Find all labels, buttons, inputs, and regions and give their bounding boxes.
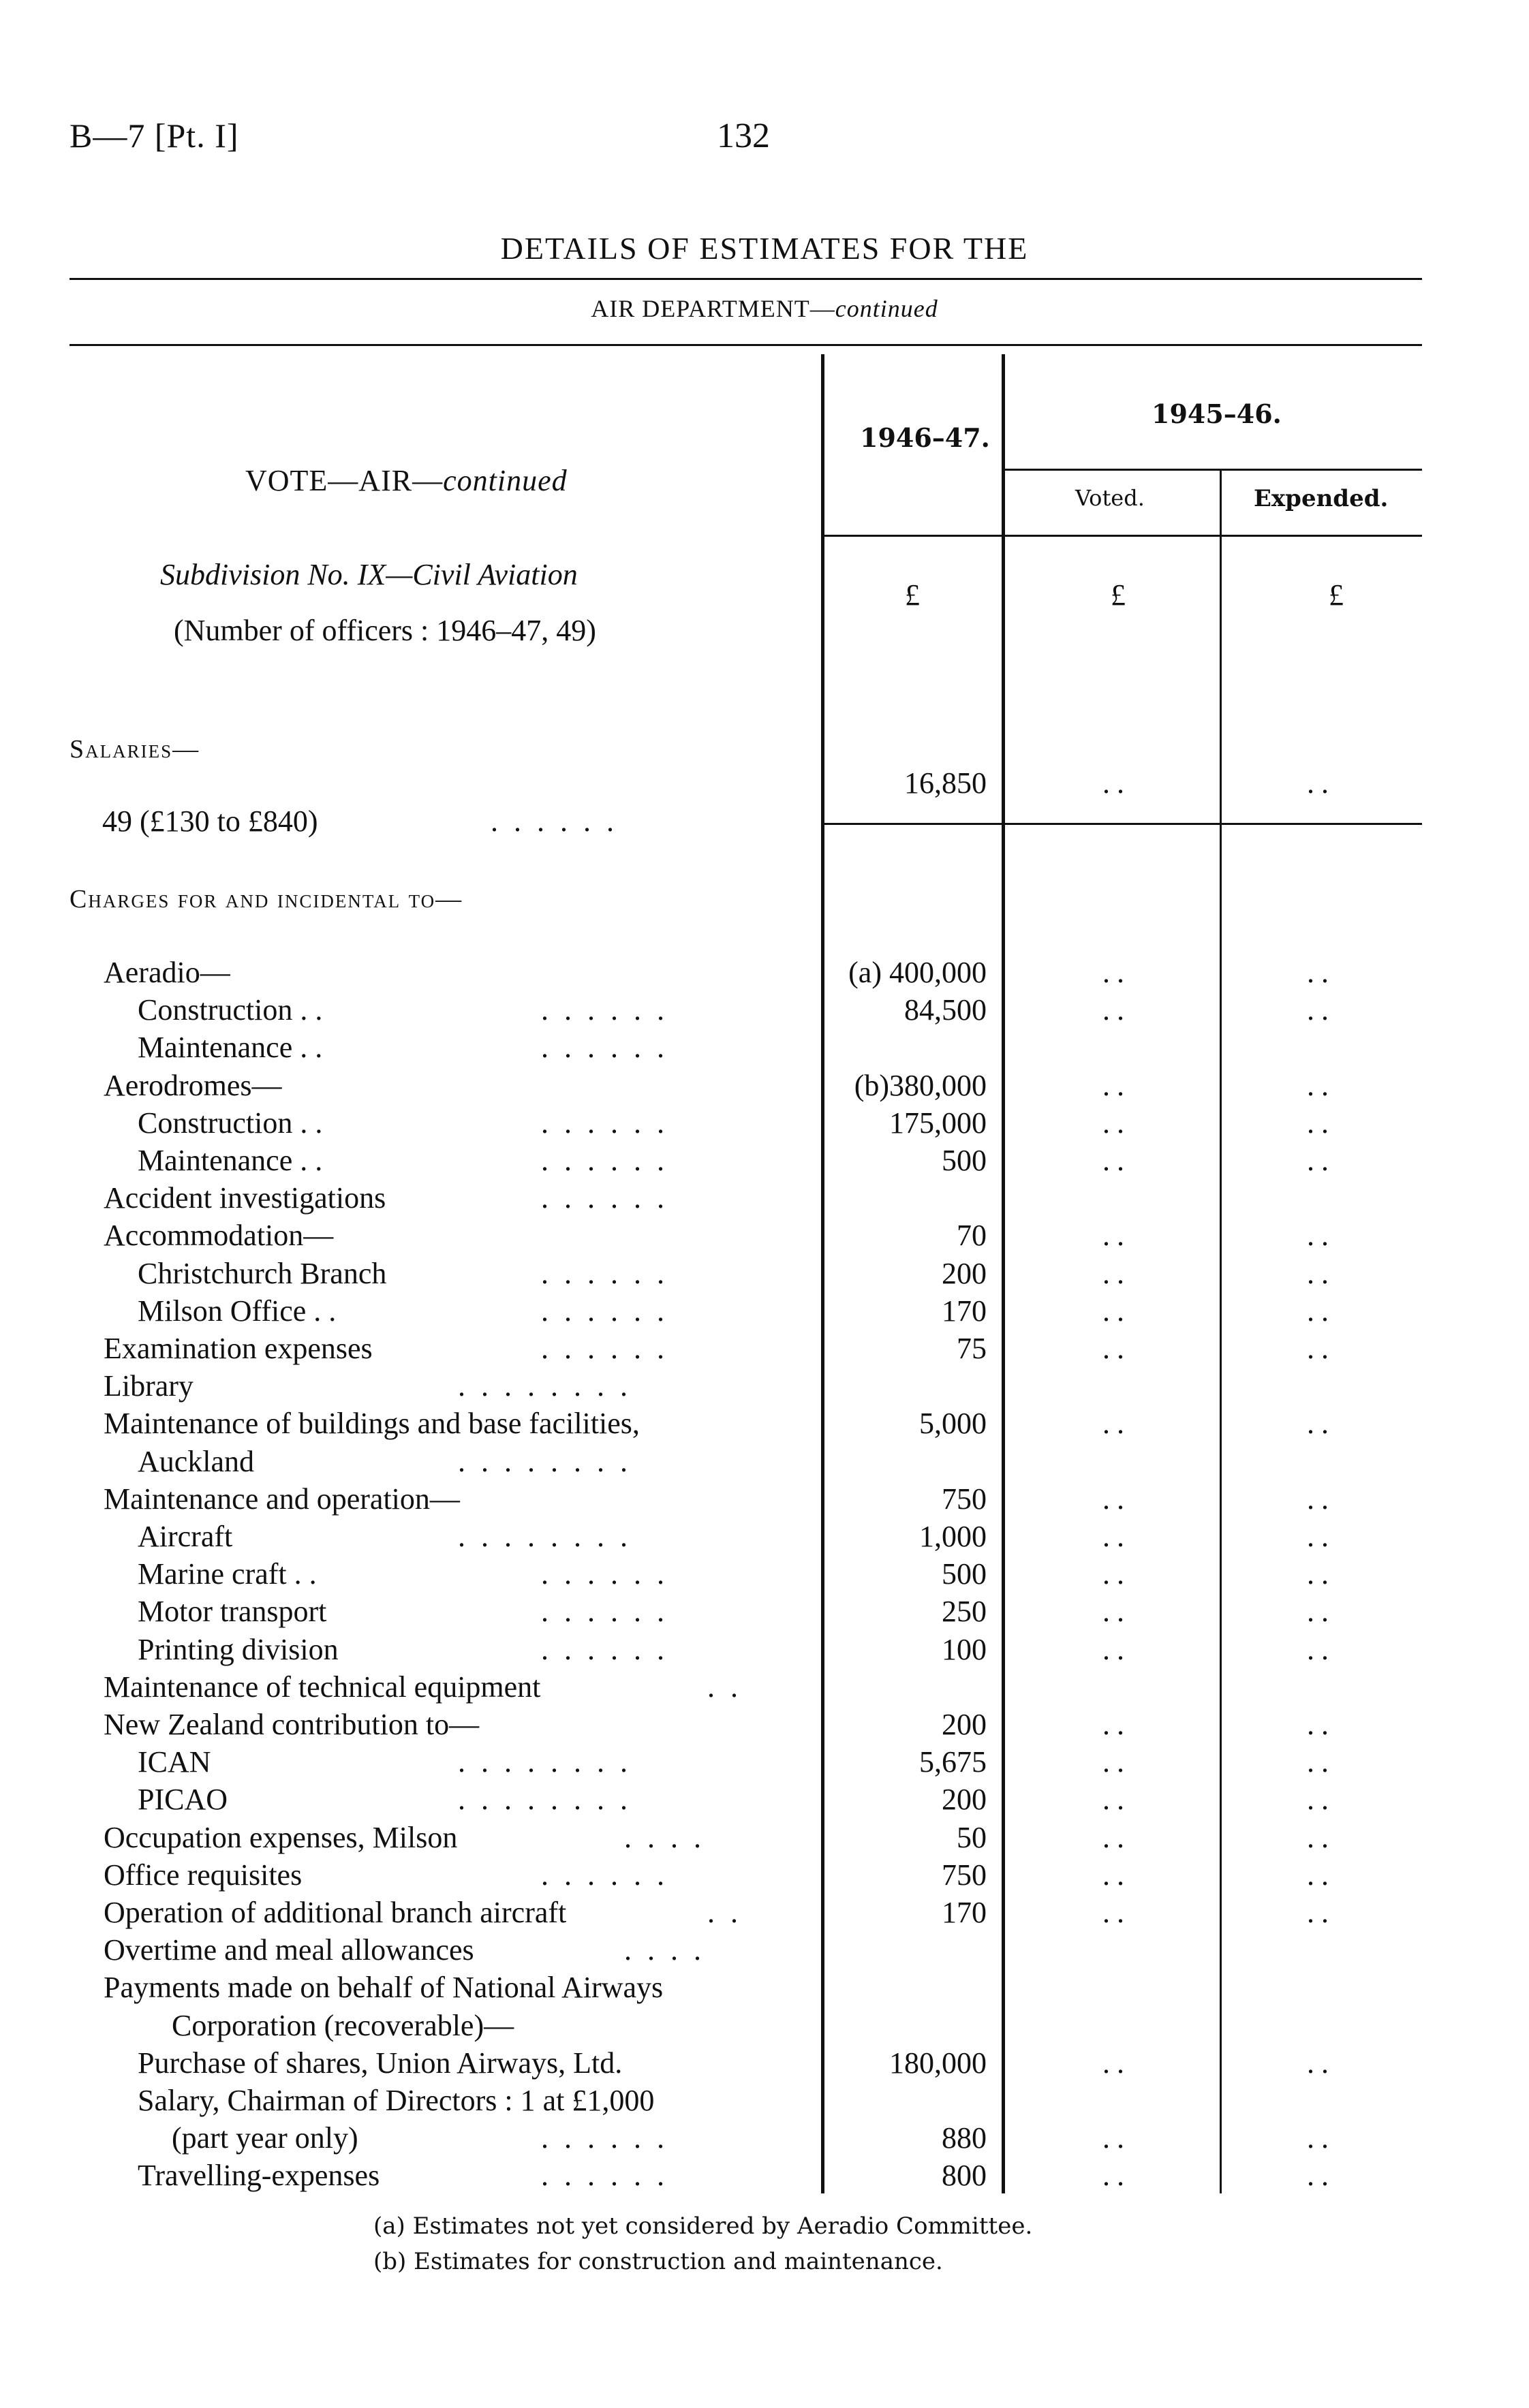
estimate-row <box>0 1443 1529 1480</box>
row-value-expended: .. <box>1307 1219 1335 1253</box>
estimate-row <box>0 1555 1529 1593</box>
salaries-rule <box>823 823 1422 825</box>
row-value-voted: .. <box>1102 993 1131 1027</box>
row-label: Marine craft . . <box>138 1557 317 1591</box>
row-value-voted: .. <box>1102 2046 1131 2080</box>
estimate-row <box>0 1104 1529 1142</box>
estimate-row <box>0 1255 1529 1292</box>
row-value-1946-47: 250 <box>942 1595 987 1629</box>
row-label: Motor transport <box>138 1595 327 1629</box>
row-value-expended: .. <box>1307 1858 1335 1892</box>
currency-col-1: £ <box>905 578 920 612</box>
row-value-expended: .. <box>1307 1520 1335 1553</box>
col-expended: Expended. <box>1254 485 1389 512</box>
row-label: Aerodromes— <box>104 1068 282 1102</box>
row-value-1946-47: 170 <box>942 1896 987 1929</box>
estimate-row <box>0 1969 1529 2006</box>
officers-count: (Number of officers : 1946–47, 49) <box>174 614 596 647</box>
row-leader-dots: . . <box>707 1896 742 1929</box>
row-label: Aircraft <box>138 1520 233 1553</box>
row-leader-dots: . . . . . . <box>541 1106 668 1140</box>
currency-col-3: £ <box>1329 578 1344 612</box>
row-leader-dots: . . . . . . <box>541 1294 668 1328</box>
row-leader-dots: . . . . . . <box>541 2159 668 2193</box>
row-value-expended: .. <box>1307 1708 1335 1741</box>
row-leader-dots: . . <box>707 1670 742 1704</box>
row-value-voted: .. <box>1102 1106 1131 1140</box>
salaries-label: 49 (£130 to £840) <box>102 804 318 838</box>
salaries-value: 16,850 <box>904 766 987 800</box>
row-value-voted: .. <box>1102 1068 1131 1102</box>
row-value-voted: .. <box>1102 1896 1131 1929</box>
subtitle-main: AIR DEPARTMENT— <box>591 295 835 322</box>
estimate-row <box>0 2157 1529 2194</box>
estimate-row <box>0 1894 1529 1931</box>
estimate-row <box>0 1668 1529 1706</box>
row-value-expended: .. <box>1307 1144 1335 1177</box>
row-value-voted: .. <box>1102 1858 1131 1892</box>
row-value-1946-47: 175,000 <box>889 1106 987 1140</box>
row-value-expended: .. <box>1307 1294 1335 1328</box>
row-leader-dots: . . . . . . . . <box>458 1783 632 1817</box>
col-1945-46: 1945–46. <box>1152 398 1282 429</box>
salaries-expended: .. <box>1307 766 1335 800</box>
row-value-voted: .. <box>1102 1632 1131 1666</box>
row-label: Christchurch Branch <box>138 1256 387 1290</box>
row-value-expended: .. <box>1307 1745 1335 1779</box>
row-leader-dots: . . . . . . <box>541 1144 668 1177</box>
row-value-1946-47: 100 <box>942 1632 987 1666</box>
row-value-expended: .. <box>1307 1482 1335 1516</box>
row-value-expended: .. <box>1307 1783 1335 1817</box>
estimate-row <box>0 1706 1529 1743</box>
row-value-voted: .. <box>1102 1557 1131 1591</box>
estimate-row <box>0 1330 1529 1367</box>
estimate-row <box>0 954 1529 991</box>
estimate-row <box>0 1292 1529 1330</box>
row-value-1946-47: 180,000 <box>889 2046 987 2080</box>
estimate-row <box>0 1518 1529 1555</box>
row-value-1946-47: 800 <box>942 2159 987 2193</box>
row-value-expended: .. <box>1307 1557 1335 1591</box>
estimate-row <box>0 1819 1529 1856</box>
estimate-row <box>0 1781 1529 1818</box>
estimate-row <box>0 1217 1529 1254</box>
estimate-row <box>0 1593 1529 1630</box>
row-value-voted: .. <box>1102 1144 1131 1177</box>
row-value-expended: .. <box>1307 993 1335 1027</box>
col-1946-47: 1946–47. <box>860 422 990 453</box>
row-value-expended: .. <box>1307 1820 1335 1854</box>
year-header-rule <box>1005 469 1422 471</box>
estimate-row <box>0 1931 1529 1969</box>
row-value-expended: .. <box>1307 1332 1335 1365</box>
row-value-1946-47: 200 <box>942 1783 987 1817</box>
estimate-row <box>0 1743 1529 1781</box>
estimate-row <box>0 2119 1529 2157</box>
row-label: Purchase of shares, Union Airways, Ltd. <box>138 2046 623 2080</box>
salaries-dots: . . . . . . <box>491 804 618 838</box>
row-value-expended: .. <box>1307 1595 1335 1629</box>
row-label: PICAO <box>138 1783 228 1817</box>
row-leader-dots: . . . . . . <box>541 1557 668 1591</box>
row-value-1946-47: 5,675 <box>919 1745 987 1779</box>
row-value-1946-47: (b)380,000 <box>854 1068 987 1102</box>
row-leader-dots: . . . . . . . . <box>458 1444 632 1478</box>
row-leader-dots: . . . . <box>624 1820 705 1854</box>
row-value-expended: .. <box>1307 1632 1335 1666</box>
row-leader-dots: . . . . . . <box>541 993 668 1027</box>
estimate-row <box>0 1067 1529 1104</box>
row-value-expended: .. <box>1307 1256 1335 1290</box>
row-label: Examination expenses <box>104 1332 373 1365</box>
vote-continued: continued <box>443 464 568 497</box>
row-value-1946-47: 70 <box>957 1219 987 1253</box>
estimate-row <box>0 2007 1529 2044</box>
charges-heading: Charges for and incidental to— <box>70 885 463 913</box>
row-leader-dots: . . . . . . . . <box>458 1520 632 1553</box>
row-value-expended: .. <box>1307 956 1335 989</box>
row-label: Maintenance . . <box>138 1031 323 1065</box>
row-label: (part year only) <box>172 2121 358 2155</box>
row-value-expended: .. <box>1307 1407 1335 1441</box>
row-label: Auckland <box>138 1444 255 1478</box>
col-voted: Voted. <box>1075 485 1145 511</box>
row-leader-dots: . . . . <box>624 1933 705 1967</box>
row-leader-dots: . . . . . . <box>541 1632 668 1666</box>
row-value-voted: .. <box>1102 1708 1131 1741</box>
row-value-voted: .. <box>1102 1745 1131 1779</box>
row-label: ICAN <box>138 1745 211 1779</box>
subtitle-continued: continued <box>835 295 938 322</box>
vote-heading <box>245 463 568 498</box>
estimate-row <box>0 1367 1529 1405</box>
row-value-expended: .. <box>1307 1106 1335 1140</box>
document-title: DETAILS OF ESTIMATES FOR THE <box>500 231 1029 266</box>
footnote-a: (a) Estimates not yet considered by Aeradio Committee. <box>373 2212 1033 2240</box>
row-leader-dots: . . . . . . . . <box>458 1745 632 1779</box>
estimate-row <box>0 1631 1529 1668</box>
row-value-expended: .. <box>1307 1068 1335 1102</box>
title-rule <box>70 278 1422 280</box>
row-value-voted: .. <box>1102 1294 1131 1328</box>
currency-col-2: £ <box>1111 578 1126 612</box>
estimate-row <box>0 2044 1529 2082</box>
row-label: Milson Office . . <box>138 1294 337 1328</box>
row-label: Accident investigations <box>104 1181 386 1215</box>
row-value-voted: .. <box>1102 1595 1131 1629</box>
row-label: Maintenance . . <box>138 1144 323 1177</box>
row-label: Aeradio— <box>104 956 230 989</box>
row-value-1946-47: 84,500 <box>904 993 987 1027</box>
vote-main: VOTE—AIR— <box>245 464 444 497</box>
row-label: Printing division <box>138 1632 339 1666</box>
row-value-1946-47: 50 <box>957 1820 987 1854</box>
page-number: 132 <box>717 116 770 155</box>
footnote-b: (b) Estimates for construction and maintenance. <box>373 2248 943 2275</box>
row-value-voted: .. <box>1102 1407 1131 1441</box>
estimate-row <box>0 1179 1529 1217</box>
row-value-voted: .. <box>1102 1332 1131 1365</box>
row-label: New Zealand contribution to— <box>104 1708 480 1741</box>
row-label: Library <box>104 1369 194 1403</box>
row-value-expended: .. <box>1307 2046 1335 2080</box>
row-value-voted: .. <box>1102 2159 1131 2193</box>
row-value-1946-47: 5,000 <box>919 1407 987 1441</box>
row-value-voted: .. <box>1102 956 1131 989</box>
document-reference: B—7 [Pt. I] <box>70 116 239 155</box>
row-value-1946-47: 170 <box>942 1294 987 1328</box>
row-label: Corporation (recoverable)— <box>172 2008 514 2042</box>
row-value-voted: .. <box>1102 1820 1131 1854</box>
row-value-1946-47: 75 <box>957 1332 987 1365</box>
row-value-expended: .. <box>1307 1896 1335 1929</box>
row-label: Operation of additional branch aircraft <box>104 1896 567 1929</box>
estimate-row <box>0 1480 1529 1518</box>
row-label: Construction . . <box>138 993 323 1027</box>
row-label: Office requisites <box>104 1858 303 1892</box>
row-value-expended: .. <box>1307 2159 1335 2193</box>
row-label: Occupation expenses, Milson <box>104 1820 458 1854</box>
document-subtitle <box>0 294 1529 323</box>
row-leader-dots: . . . . . . <box>541 2121 668 2155</box>
row-leader-dots: . . . . . . <box>541 1256 668 1290</box>
row-leader-dots: . . . . . . <box>541 1858 668 1892</box>
row-value-voted: .. <box>1102 1256 1131 1290</box>
subdivision-heading: Subdivision No. IX—Civil Aviation <box>160 558 578 591</box>
row-value-expended: .. <box>1307 2121 1335 2155</box>
row-value-1946-47: 500 <box>942 1557 987 1591</box>
row-label: Construction . . <box>138 1106 323 1140</box>
row-value-1946-47: 750 <box>942 1858 987 1892</box>
header-bottom-rule <box>823 535 1422 537</box>
row-value-1946-47: 1,000 <box>919 1520 987 1553</box>
row-label: Travelling-expenses <box>138 2159 380 2193</box>
estimate-row <box>0 2082 1529 2119</box>
estimate-row <box>0 1405 1529 1442</box>
row-label: Maintenance of buildings and base facilities, <box>104 1407 640 1441</box>
estimate-row <box>0 1856 1529 1894</box>
row-label: Accommodation— <box>104 1219 334 1253</box>
row-value-1946-47: (a) 400,000 <box>848 956 987 989</box>
row-leader-dots: . . . . . . . . <box>458 1369 632 1403</box>
row-value-voted: .. <box>1102 1783 1131 1817</box>
row-label: Overtime and meal allowances <box>104 1933 474 1967</box>
row-value-voted: .. <box>1102 1219 1131 1253</box>
row-label: Salary, Chairman of Directors : 1 at £1,000 <box>138 2084 655 2117</box>
row-leader-dots: . . . . . . <box>541 1031 668 1065</box>
row-leader-dots: . . . . . . <box>541 1181 668 1215</box>
salaries-heading: Salaries— <box>70 735 200 764</box>
row-value-1946-47: 500 <box>942 1144 987 1177</box>
row-leader-dots: . . . . . . <box>541 1595 668 1629</box>
row-label: Payments made on behalf of National Airways <box>104 1971 664 2005</box>
row-label: Maintenance and operation— <box>104 1482 460 1516</box>
row-value-1946-47: 200 <box>942 1256 987 1290</box>
row-label: Maintenance of technical equipment <box>104 1670 541 1704</box>
estimate-row <box>0 1142 1529 1179</box>
row-value-voted: .. <box>1102 1482 1131 1516</box>
row-leader-dots: . . . . . . <box>541 1332 668 1365</box>
row-value-1946-47: 200 <box>942 1708 987 1741</box>
subtitle-rule <box>70 344 1422 346</box>
salaries-voted: .. <box>1102 766 1131 800</box>
estimate-row <box>0 1029 1529 1066</box>
row-value-voted: .. <box>1102 1520 1131 1553</box>
row-value-voted: .. <box>1102 2121 1131 2155</box>
row-value-1946-47: 880 <box>942 2121 987 2155</box>
estimate-row <box>0 991 1529 1029</box>
row-value-1946-47: 750 <box>942 1482 987 1516</box>
